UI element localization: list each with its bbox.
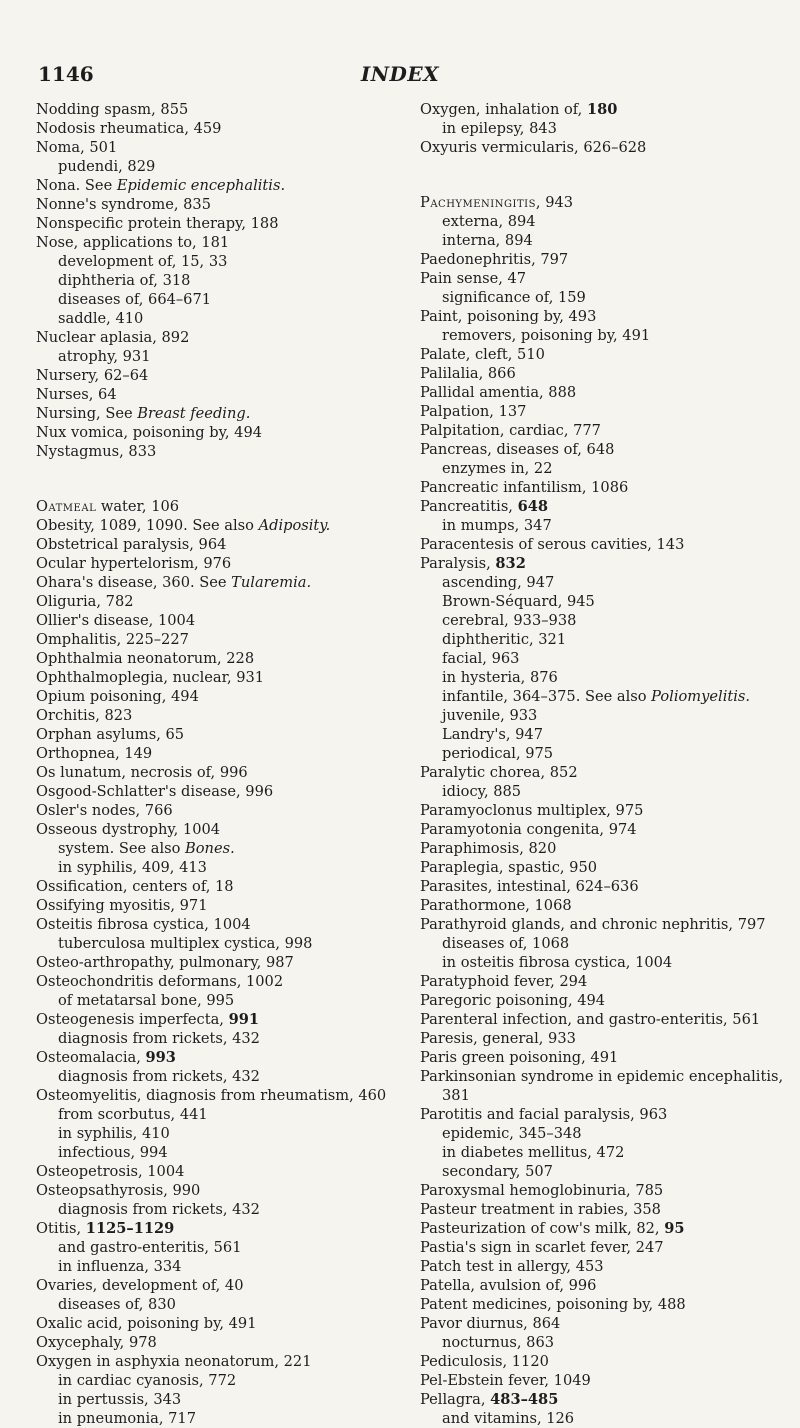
entry-text: Parathormone, 1068	[420, 897, 572, 914]
index-subentry	[420, 592, 786, 611]
index-entry	[36, 1086, 396, 1105]
index-entry	[420, 421, 786, 440]
index-subentry	[420, 668, 786, 687]
index-subentry	[36, 1067, 396, 1086]
index-entry	[36, 1181, 396, 1200]
entry-text: Paracentesis of serous cavities, 143	[420, 536, 685, 553]
entry-text: system. See also	[58, 840, 186, 857]
index-entry	[420, 1295, 786, 1314]
entry-text: Paris green poisoning, 491	[420, 1049, 619, 1066]
entry-text: in diabetes mellitus, 472	[442, 1144, 625, 1161]
entry-text: Pancreatitis,	[420, 498, 518, 515]
index-entry	[36, 423, 396, 442]
entry-text: Palilalia, 866	[420, 365, 516, 382]
index-entry	[420, 1010, 786, 1029]
entry-text: Orthopnea, 149	[36, 745, 153, 762]
entry-text: Opium poisoning, 494	[36, 688, 199, 705]
index-entry	[36, 953, 396, 972]
entry-text: significance of, 159	[442, 289, 586, 306]
index-entry	[36, 744, 396, 763]
entry-text: Paratyphoid fever, 294	[420, 973, 588, 990]
entry-text: Parasites, intestinal, 624–636	[420, 878, 639, 895]
entry-text: externa, 894	[442, 213, 536, 230]
index-subentry	[420, 119, 786, 138]
index-entry	[420, 820, 786, 839]
index-entry	[420, 1371, 786, 1390]
page-number: 1146	[38, 62, 94, 86]
entry-text: in syphilis, 410	[58, 1125, 170, 1142]
entry-text: Ollier's disease, 1004	[36, 612, 196, 629]
entry-text: cerebral, 933–938	[442, 612, 577, 629]
index-subentry	[420, 1162, 786, 1181]
entry-bold-page: 991	[228, 1011, 260, 1028]
index-entry	[420, 1257, 786, 1276]
entry-text: Pediculosis, 1120	[420, 1353, 549, 1370]
entry-text: Pallidal amentia, 888	[420, 384, 577, 401]
entry-bold-page: 832	[495, 555, 526, 572]
index-entry	[36, 573, 396, 592]
entry-text: Osteomyelitis, diagnosis from rheumatism, 460	[36, 1087, 387, 1104]
entry-text: diagnosis from rickets, 432	[58, 1068, 260, 1085]
entry-text: Ossifying myositis, 971	[36, 897, 208, 914]
entry-text: Pavor diurnus, 864	[420, 1315, 561, 1332]
entry-text: Pastia's sign in scarlet fever, 247	[420, 1239, 664, 1256]
entry-text: Osteo-arthropathy, pulmonary, 987	[36, 954, 294, 971]
entry-text: Oliguria, 782	[36, 593, 134, 610]
entry-text: , 943	[535, 194, 574, 211]
index-entry	[36, 214, 396, 233]
entry-text: Ovaries, development of, 40	[36, 1277, 244, 1294]
index-entry	[36, 233, 396, 252]
index-subentry	[420, 630, 786, 649]
entry-text: tuberculosa multiplex cystica, 998	[58, 935, 313, 952]
entry-text: Otitis,	[36, 1220, 86, 1237]
entry-text: saddle, 410	[58, 310, 144, 327]
index-entry	[420, 1105, 786, 1124]
entry-text: Ophthalmia neonatorum, 228	[36, 650, 255, 667]
index-subentry	[420, 1409, 786, 1428]
index-entry	[36, 119, 396, 138]
entry-text: Osteomalacia,	[36, 1049, 146, 1066]
index-entry	[36, 877, 396, 896]
entry-text: Landry's, 947	[442, 726, 543, 743]
entry-text: diagnosis from rickets, 432	[58, 1030, 260, 1047]
entry-text: Paralysis,	[420, 555, 496, 572]
index-entry	[36, 592, 396, 611]
index-entry	[36, 1276, 396, 1295]
entry-text: Pasteurization of cow's milk, 82,	[420, 1220, 665, 1237]
index-entry	[420, 1219, 786, 1238]
entry-text: Osler's nodes, 766	[36, 802, 173, 819]
index-entry	[36, 195, 396, 214]
entry-text: from scorbutus, 441	[58, 1106, 208, 1123]
entry-text: Paraplegia, spastic, 950	[420, 859, 598, 876]
index-entry	[36, 1010, 396, 1029]
entry-text: atrophy, 931	[58, 348, 151, 365]
entry-text: Pellagra,	[420, 1391, 491, 1408]
entry-text: Pain sense, 47	[420, 270, 527, 287]
page-header	[0, 62, 800, 86]
index-subentry	[36, 252, 396, 271]
index-entry	[420, 1352, 786, 1371]
entry-text: Orphan asylums, 65	[36, 726, 185, 743]
entry-text: Ohara's disease, 360. See	[36, 574, 232, 591]
index-entry	[36, 725, 396, 744]
entry-text: Nurses, 64	[36, 386, 117, 403]
index-subentry	[36, 290, 396, 309]
entry-text: Parathyroid glands, and chronic nephritis, 797	[420, 916, 766, 933]
entry-text: idiocy, 885	[442, 783, 522, 800]
index-entry	[36, 535, 396, 554]
entry-text: Osgood-Schlatter's disease, 996	[36, 783, 274, 800]
index-subentry	[36, 1257, 396, 1276]
entry-text: pudendi, 829	[58, 158, 156, 175]
index-entry	[420, 554, 786, 573]
index-entry	[36, 820, 396, 839]
entry-text: Oxyuris vermicularis, 626–628	[420, 139, 647, 156]
index-entry	[420, 1029, 786, 1048]
entry-text: water, 106	[96, 498, 180, 515]
entry-bold-page: 95	[664, 1220, 685, 1237]
entry-text: Patella, avulsion of, 996	[420, 1277, 597, 1294]
entry-text: in influenza, 334	[58, 1258, 182, 1275]
entry-text: in syphilis, 409, 413	[58, 859, 207, 876]
index-entry	[36, 385, 396, 404]
index-entry	[36, 611, 396, 630]
index-entry	[420, 402, 786, 421]
entry-text: Orchitis, 823	[36, 707, 133, 724]
entry-text: diphtheritic, 321	[442, 631, 567, 648]
index-entry	[420, 801, 786, 820]
index-entry	[420, 478, 786, 497]
entry-text: Paramyotonia congenita, 974	[420, 821, 637, 838]
running-head: INDEX	[360, 62, 440, 86]
entry-text: Oxycephaly, 978	[36, 1334, 157, 1351]
index-entry	[36, 782, 396, 801]
entry-text: Osteochondritis deformans, 1002	[36, 973, 284, 990]
index-entry	[420, 193, 786, 212]
index-subentry	[420, 288, 786, 307]
index-entry	[36, 176, 396, 195]
entry-text: Nuclear aplasia, 892	[36, 329, 190, 346]
index-entry	[420, 1276, 786, 1295]
index-entry	[36, 1048, 396, 1067]
index-entry	[36, 630, 396, 649]
entry-text: infectious, 994	[58, 1144, 168, 1161]
index-entry	[420, 250, 786, 269]
entry-text: and vitamins, 126	[442, 1410, 575, 1427]
entry-text: Oxygen in asphyxia neonatorum, 221	[36, 1353, 312, 1370]
entry-text: Nonne's syndrome, 835	[36, 196, 211, 213]
index-subentry	[420, 516, 786, 535]
index-entry	[420, 915, 786, 934]
entry-text: in pertussis, 343	[58, 1391, 182, 1408]
entry-text: Paralytic chorea, 852	[420, 764, 578, 781]
entry-text: infantile, 364–375. See also	[442, 688, 652, 705]
index-entry	[420, 972, 786, 991]
entry-text: Pel-Ebstein fever, 1049	[420, 1372, 591, 1389]
index-subentry	[420, 212, 786, 231]
entry-text: in mumps, 347	[442, 517, 552, 534]
index-entry	[36, 1333, 396, 1352]
index-entry	[420, 1390, 786, 1409]
entry-text: Paramyoclonus multiplex, 975	[420, 802, 644, 819]
entry-text: diseases of, 830	[58, 1296, 176, 1313]
index-subentry	[420, 782, 786, 801]
index-subentry	[36, 1029, 396, 1048]
index-entry	[36, 896, 396, 915]
index-entry	[420, 991, 786, 1010]
entry-cross-reference: Breast feeding.	[137, 405, 251, 422]
entry-text: Palpitation, cardiac, 777	[420, 422, 601, 439]
index-entry	[36, 366, 396, 385]
entry-text: nocturnus, 863	[442, 1334, 555, 1351]
entry-lead-word: Oatmeal	[36, 498, 97, 515]
index-entry	[420, 896, 786, 915]
index-subentry	[36, 1105, 396, 1124]
index-subentry	[420, 1333, 786, 1352]
index-entry	[420, 1238, 786, 1257]
entry-text: Os lunatum, necrosis of, 996	[36, 764, 248, 781]
entry-text: secondary, 507	[442, 1163, 553, 1180]
entry-text: Paregoric poisoning, 494	[420, 992, 606, 1009]
entry-text: Pasteur treatment in rabies, 358	[420, 1201, 661, 1218]
index-entry	[36, 801, 396, 820]
entry-text: in hysteria, 876	[442, 669, 558, 686]
entry-text: Omphalitis, 225–227	[36, 631, 189, 648]
entry-text: Palpation, 137	[420, 403, 527, 420]
index-entry	[420, 535, 786, 554]
index-subentry	[36, 309, 396, 328]
entry-cross-reference: Epidemic encephalitis.	[116, 177, 286, 194]
index-entry	[420, 345, 786, 364]
entry-text: in osteitis fibrosa cystica, 1004	[442, 954, 673, 971]
entry-text: Pancreatic infantilism, 1086	[420, 479, 629, 496]
index-subentry	[36, 1371, 396, 1390]
entry-text: Paedonephritis, 797	[420, 251, 569, 268]
entry-bold-page: 1125–1129	[85, 1220, 175, 1237]
entry-text: Nona. See	[36, 177, 117, 194]
index-entry	[420, 839, 786, 858]
index-entry	[420, 858, 786, 877]
entry-text: juvenile, 933	[442, 707, 538, 724]
index-entry	[36, 687, 396, 706]
index-entry	[420, 763, 786, 782]
index-subentry	[36, 1200, 396, 1219]
entry-text: diphtheria of, 318	[58, 272, 191, 289]
index-subentry	[36, 1295, 396, 1314]
index-entry	[420, 1314, 786, 1333]
entry-text: development of, 15, 33	[58, 253, 228, 270]
entry-text: diseases of, 1068	[442, 935, 570, 952]
entry-text: Nodding spasm, 855	[36, 101, 189, 118]
index-subentry	[420, 953, 786, 972]
index-entry	[36, 516, 396, 535]
index-subentry	[420, 1143, 786, 1162]
entry-text: of metatarsal bone, 995	[58, 992, 235, 1009]
entry-text: diagnosis from rickets, 432	[58, 1201, 260, 1218]
index-subentry	[420, 459, 786, 478]
index-entry	[420, 497, 786, 516]
entry-text: Patch test in allergy, 453	[420, 1258, 604, 1275]
index-entry	[36, 668, 396, 687]
index-entry	[420, 383, 786, 402]
index-entry	[36, 1352, 396, 1371]
entry-text: ascending, 947	[442, 574, 555, 591]
entry-text: periodical, 975	[442, 745, 554, 762]
entry-text: enzymes in, 22	[442, 460, 553, 477]
section-gap	[420, 157, 786, 193]
entry-text: and gastro-enteritis, 561	[58, 1239, 242, 1256]
index-subentry	[420, 706, 786, 725]
right-index-column	[420, 100, 786, 1428]
entry-text: Ossification, centers of, 18	[36, 878, 234, 895]
entry-cross-reference: Adiposity.	[258, 517, 331, 534]
index-subentry	[420, 744, 786, 763]
entry-text: Parkinsonian syndrome in epidemic encephalitis, 381	[420, 1068, 784, 1104]
entry-bold-page: 648	[517, 498, 549, 515]
index-entry	[36, 706, 396, 725]
entry-text: Nux vomica, poisoning by, 494	[36, 424, 263, 441]
entry-text: Obesity, 1089, 1090. See also	[36, 517, 259, 534]
index-subentry	[420, 611, 786, 630]
index-subentry	[36, 1143, 396, 1162]
index-subentry	[36, 1390, 396, 1409]
entry-text: interna, 894	[442, 232, 533, 249]
index-entry	[420, 1200, 786, 1219]
index-entry	[36, 100, 396, 119]
left-index-column	[36, 100, 396, 1428]
index-subentry	[36, 991, 396, 1010]
entry-bold-page: 180	[586, 101, 618, 118]
index-entry	[420, 364, 786, 383]
entry-text: Osseous dystrophy, 1004	[36, 821, 221, 838]
index-subentry	[420, 934, 786, 953]
entry-cross-reference: Tularemia.	[231, 574, 312, 591]
entry-text: in pneumonia, 717	[58, 1410, 197, 1427]
entry-text: Noma, 501	[36, 139, 118, 156]
entry-text: removers, poisoning by, 491	[442, 327, 651, 344]
entry-text: Nystagmus, 833	[36, 443, 157, 460]
index-entry	[36, 554, 396, 573]
index-entry	[36, 1162, 396, 1181]
index-entry	[36, 763, 396, 782]
entry-text: Parotitis and facial paralysis, 963	[420, 1106, 668, 1123]
entry-text: epidemic, 345–348	[442, 1125, 582, 1142]
entry-bold-page: 483–485	[490, 1391, 559, 1408]
index-subentry	[420, 1124, 786, 1143]
entry-text: Obstetrical paralysis, 964	[36, 536, 227, 553]
index-entry	[36, 649, 396, 668]
entry-text: Osteogenesis imperfecta,	[36, 1011, 229, 1028]
index-subentry	[36, 858, 396, 877]
index-subentry	[36, 1409, 396, 1428]
entry-text: Paroxysmal hemoglobinuria, 785	[420, 1182, 664, 1199]
entry-text: Parenteral infection, and gastro-enteritis, 561	[420, 1011, 761, 1028]
index-entry	[420, 100, 786, 119]
index-subentry	[36, 271, 396, 290]
entry-text: Osteopsathyrosis, 990	[36, 1182, 201, 1199]
index-subentry	[36, 934, 396, 953]
index-entry	[36, 404, 396, 423]
index-entry	[36, 1219, 396, 1238]
entry-text: in cardiac cyanosis, 772	[58, 1372, 237, 1389]
index-subentry	[36, 1124, 396, 1143]
entry-text: Ocular hypertelorism, 976	[36, 555, 232, 572]
index-entry	[36, 497, 396, 516]
entry-text: Oxalic acid, poisoning by, 491	[36, 1315, 257, 1332]
entry-text: Paint, poisoning by, 493	[420, 308, 597, 325]
index-subentry	[420, 573, 786, 592]
index-entry	[420, 138, 786, 157]
index-subentry	[420, 326, 786, 345]
entry-text: Osteopetrosis, 1004	[36, 1163, 185, 1180]
entry-text: Nodosis rheumatica, 459	[36, 120, 222, 137]
index-entry	[36, 442, 396, 461]
index-subentry	[36, 347, 396, 366]
entry-text: Palate, cleft, 510	[420, 346, 545, 363]
entry-text: Osteitis fibrosa cystica, 1004	[36, 916, 251, 933]
index-entry	[420, 440, 786, 459]
index-subentry	[36, 1238, 396, 1257]
entry-text: Pancreas, diseases of, 648	[420, 441, 615, 458]
section-gap	[36, 461, 396, 497]
entry-text: Nonspecific protein therapy, 188	[36, 215, 279, 232]
index-entry	[36, 138, 396, 157]
entry-text: Paraphimosis, 820	[420, 840, 557, 857]
index-entry	[420, 1067, 786, 1105]
index-entry	[36, 328, 396, 347]
index-subentry	[420, 231, 786, 250]
index-subentry	[420, 725, 786, 744]
entry-text: Brown-Séquard, 945	[442, 593, 595, 610]
entry-text: Paresis, general, 933	[420, 1030, 576, 1047]
index-subentry	[36, 157, 396, 176]
entry-lead-word: Pachymeningitis	[420, 194, 536, 211]
index-entry	[36, 972, 396, 991]
entry-cross-reference: Bones.	[185, 840, 235, 857]
index-entry	[420, 877, 786, 896]
entry-text: Oxygen, inhalation of,	[420, 101, 587, 118]
entry-text: facial, 963	[442, 650, 520, 667]
index-subentry	[420, 649, 786, 668]
index-entry	[36, 915, 396, 934]
entry-text: Nose, applications to, 181	[36, 234, 230, 251]
index-subentry	[420, 687, 786, 706]
entry-text: Nursing, See	[36, 405, 138, 422]
index-entry	[420, 1181, 786, 1200]
entry-text: in epilepsy, 843	[442, 120, 557, 137]
entry-cross-reference: Poliomyelitis.	[651, 688, 751, 705]
entry-text: Patent medicines, poisoning by, 488	[420, 1296, 686, 1313]
index-subentry	[36, 839, 396, 858]
entry-bold-page: 993	[145, 1049, 176, 1066]
entry-text: Ophthalmoplegia, nuclear, 931	[36, 669, 265, 686]
index-entry	[36, 1314, 396, 1333]
index-entry	[420, 307, 786, 326]
index-entry	[420, 269, 786, 288]
index-entry	[420, 1048, 786, 1067]
entry-text: diseases of, 664–671	[58, 291, 212, 308]
entry-text: Nursery, 62–64	[36, 367, 149, 384]
